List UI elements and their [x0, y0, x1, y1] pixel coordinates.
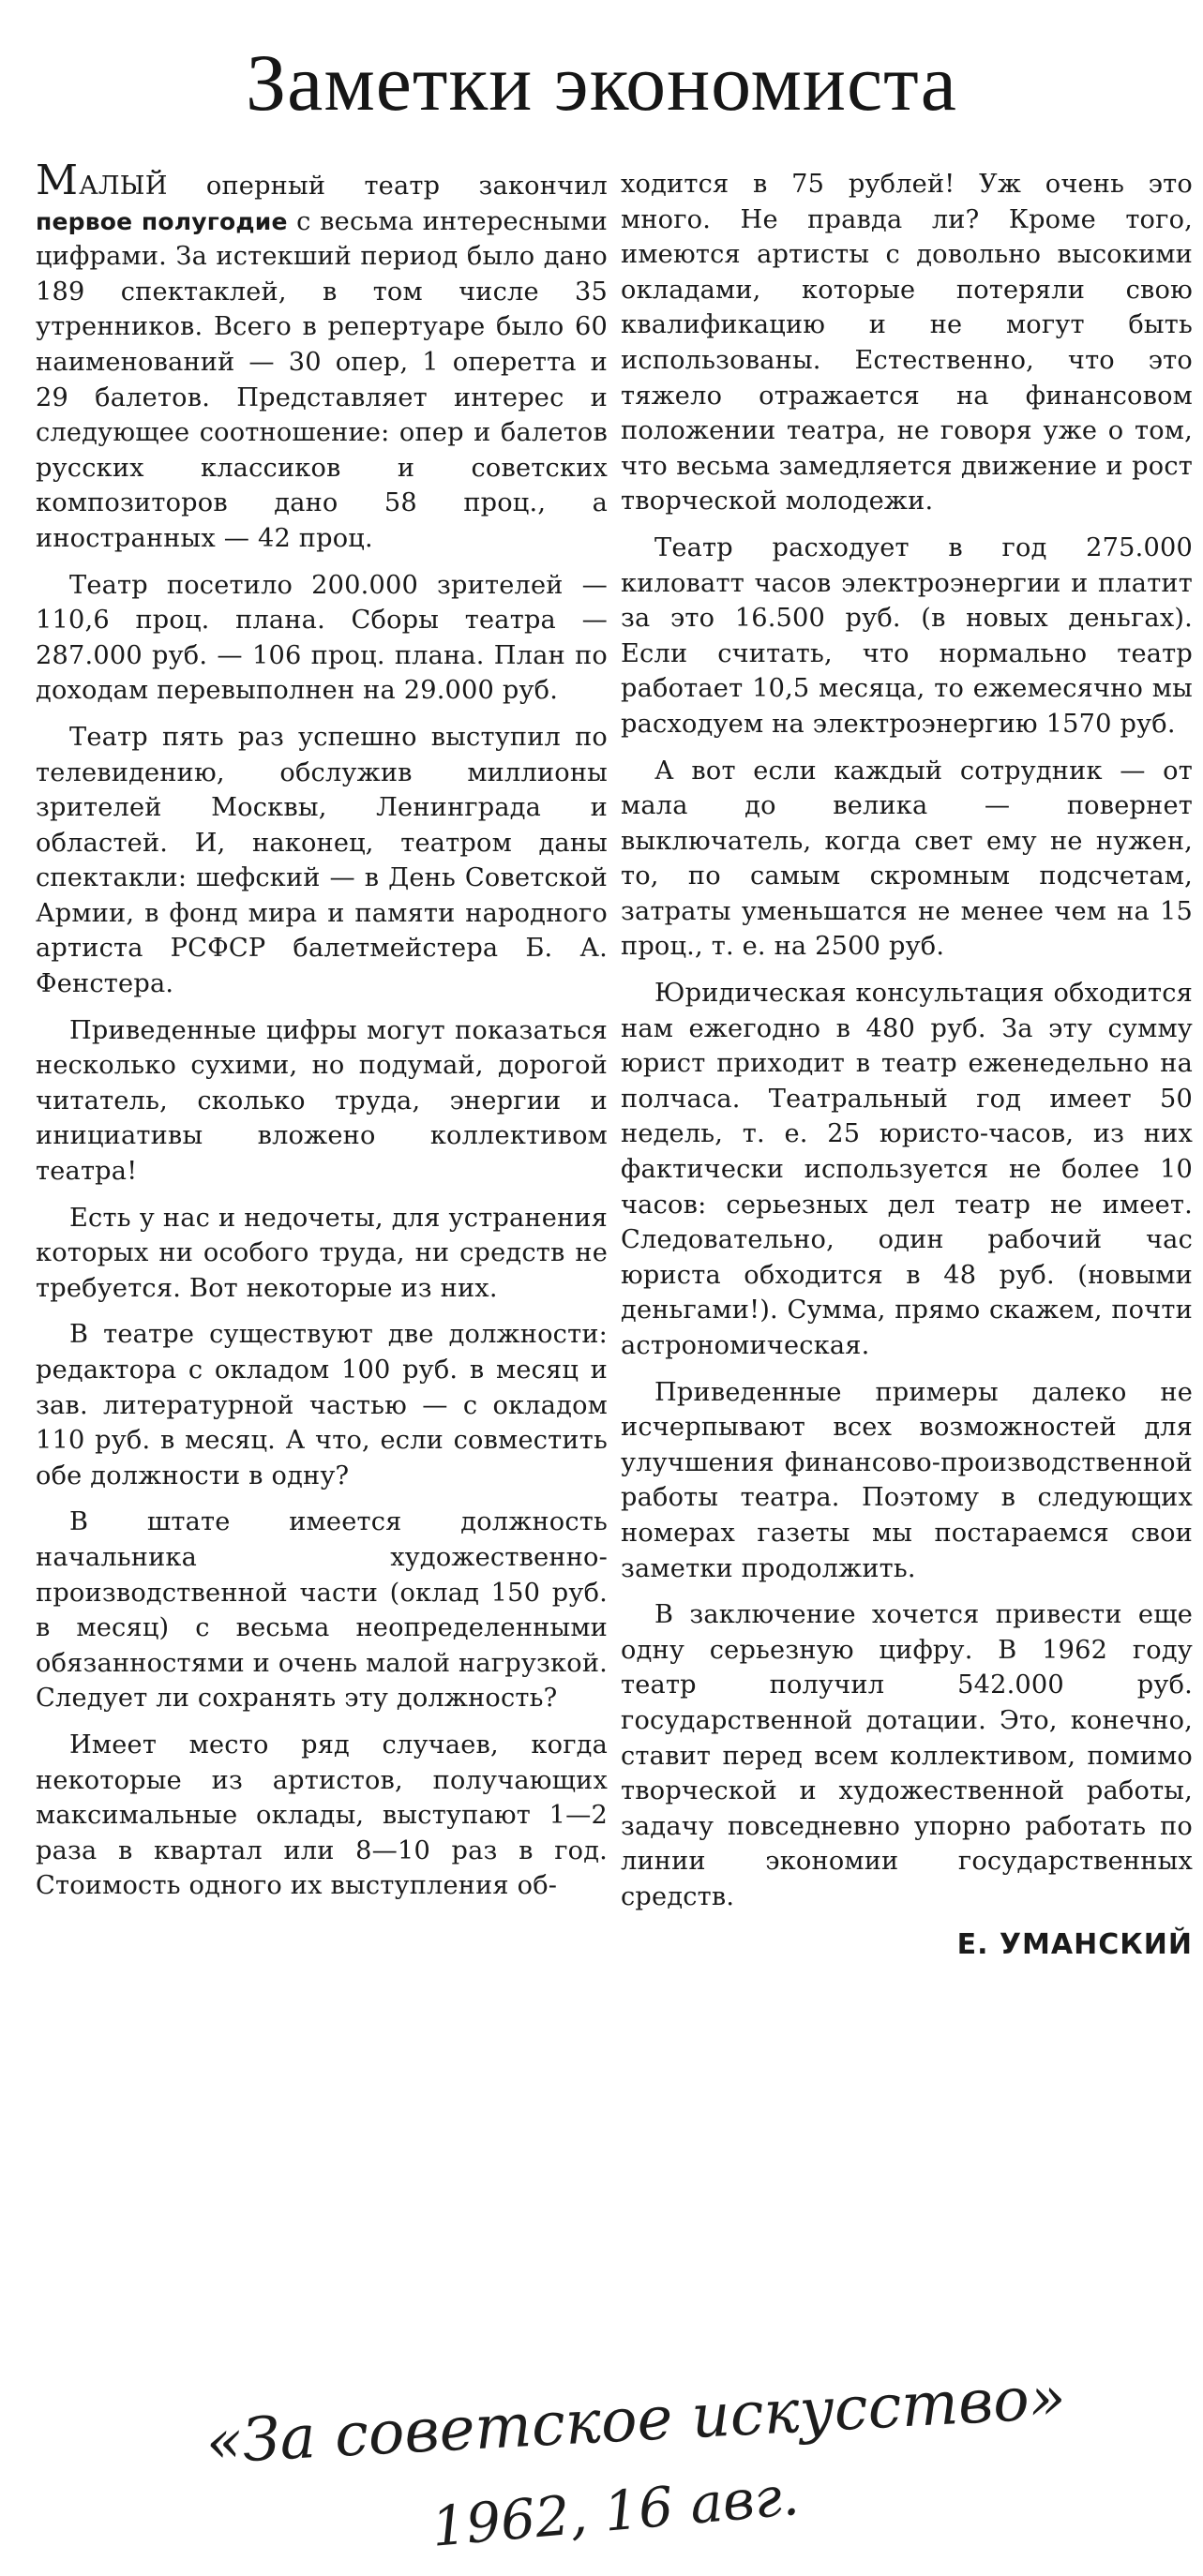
article-headline: Заметки экономиста: [246, 37, 957, 127]
paragraph-lead: АЛЫЙ оперный театр закончил: [79, 172, 608, 201]
paragraph: Театр расходует в год 275.000 киловатт часов электроэнергии и платит за это 16.500 руб. (в новых деньгах). Если считать, что нормально театр работает 10,5 месяца, то ежемесячно мы расходуем на электроэнергию 1570 руб.: [621, 532, 1193, 739]
paragraph: [36, 157, 608, 557]
handwritten-source-note: [150, 2372, 1163, 2559]
paragraph: Театр пять раз успешно выступил по телевидению, обслужив миллионы зрителей Москвы, Ленинграда и областей. И, наконец, театром даны спектакли: шефский — в День Советской Армии, в фонд мира и памяти народного артиста РСФСР балетмейстера Б. А. Фенстера.: [36, 722, 608, 999]
paragraph: Имеет место ряд случаев, когда некоторые из артистов, получающих максимальные оклады, выступают 1—2 раза в квартал или 8—10 раз в год. Стоимость одного их выступления об-: [36, 1730, 608, 1901]
paragraph: Приведенные примеры далеко не исчерпывают всех возможностей для улучшения финансово-производственной работы театра. Поэтому в следующих номерах газеты мы постараемся свои заметки продолжить.: [621, 1377, 1193, 1583]
left-column: [36, 157, 608, 1915]
paragraph: А вот если каждый сотрудник — от мала до велика — повернет выключатель, когда свет ему не нужен, то, по самым скромным подсчетам, затраты уменьшатся не менее чем на 15 проц., т. е. на 2500 руб.: [621, 756, 1193, 962]
paragraph: ходится в 75 рублей! Уж очень это много. Не правда ли? Кроме того, имеются артисты с довольно высокими окладами, которые потеряли свою квалификацию и не могут быть использованы. Естественно, что это тяжело отражается на финансовом положении театра, не говоря уже о том, что весьма замедляется движение и рост творческой молодежи.: [621, 170, 1193, 517]
paragraph: Приведенные цифры могут показаться несколько сухими, но подумай, дорогой читатель, сколько труда, энергии и инициативы вложено коллективом театра!: [36, 1015, 608, 1187]
handwriting-svg: [150, 2372, 1163, 2559]
paragraph: В заключение хочется привести еще одну серьезную цифру. В 1962 году театр получил 542.000 руб. государственной дотации. Это, конечно, ставит перед всем коллективом, помимо творческой и художественной работы, задачу повседневно упорно работать по линии экономии государственных средств.: [621, 1600, 1193, 1911]
paragraph: Юридическая консультация обходится нам ежегодно в 480 руб. За эту сумму юрист приходит в театр еженедельно на полчаса. Театральный год имеет 50 недель, т. е. 25 юристо-часов, из них фактически используется не более 10 часов: серьезных дел театр не имеет. Следовательно, один рабочий час юриста обходится в 48 руб. (новыми деньгами!). Сумма, прямо скажем, почти астрономическая.: [621, 979, 1193, 1360]
handwritten-line-1: «За советское искусство»: [203, 2372, 1068, 2479]
right-column: [621, 167, 1193, 1975]
paragraph: Театр посетило 200.000 зрителей — 110,6 проц. плана. Сборы театра — 287.000 руб. — 106 проц. плана. План по доходам перевыполнен на 29.000 руб.: [36, 570, 608, 706]
paragraph: В штате имеется должность начальника художественно-производственной части (оклад 150 руб. в месяц) с весьма неопределенными обязанностями и очень малой нагрузкой. Следует ли сохранять эту должность?: [36, 1507, 608, 1714]
handwritten-line-2: 1962, 16 авг.: [429, 2463, 802, 2559]
paragraph: Есть у нас и недочеты, для устранения которых ни особого труда, ни средств не требуется. Вот некоторые из них.: [36, 1203, 608, 1303]
paragraph: В театре существуют две должности: редактора с окладом 100 руб. в месяц и зав. литературной частью — с окладом 110 руб. в месяц. А что, если совместить обе должности в одну?: [36, 1320, 608, 1490]
author-signature: Е. УМАНСКИЙ: [956, 1927, 1193, 1961]
bold-phrase: первое полугодие: [36, 207, 288, 235]
drop-cap: М: [36, 157, 80, 204]
paragraph-text: с весьма интересными цифрами. За истекший период было дано 189 спектаклей, в том числе 35 утренников. Всего в репертуаре было 60 наименований — 30 опер, 1 оперетта и 29 балетов. Представляет интерес и следующее соотношение: опер и балетов русских классиков и советских композиторов дано 58 проц., а иностранных — 42 проц.: [36, 206, 608, 553]
